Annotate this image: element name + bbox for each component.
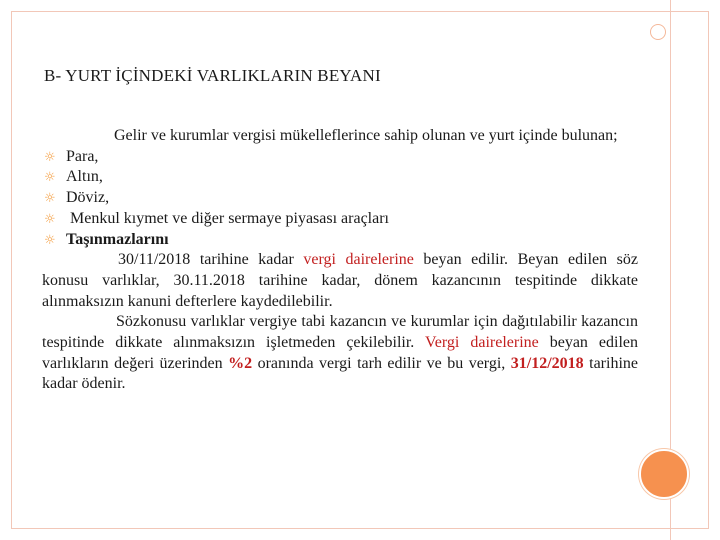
highlight-rate: %2 [228,354,253,372]
sun-bullet-icon: ☼ [44,232,56,248]
highlight-tax-office: vergi dairelerine [303,251,414,269]
sun-bullet-icon: ☼ [44,149,56,165]
slide-body [42,126,642,395]
declaration-paragraph [42,250,642,312]
list-item [42,188,638,209]
text-segment: beyan edilir. Beyan edilen söz konusu varlıklar, 30.11.2018 tarihine kadar, dönem kazancının tespitinde dikkate alınmaksızın kanuni defterlere kaydedilebilir. [42,251,642,310]
list-item [42,167,638,188]
list-item [42,230,638,251]
list-item-label: Para, [66,147,99,165]
list-item [42,147,638,168]
tax-paragraph [42,312,642,395]
text-segment: tarihine kadar ödenir. [42,354,642,393]
top-right-circle [650,24,666,40]
text-segment: beyan edilen varlıkların değeri üzerinden [42,334,642,372]
bottom-right-orange-circle [639,449,689,499]
intro-paragraph: Gelir ve kurumlar vergisi mükelleflerince sahip olunan ve yurt içinde bulunan; [114,127,618,144]
text-segment: 30/11/2018 tarihine kadar [118,251,304,269]
list-item [42,209,638,230]
sun-bullet-icon: ☼ [44,191,56,207]
list-item-label: Döviz, [66,189,110,207]
sun-bullet-icon: ☼ [44,170,56,186]
asset-list [42,147,638,251]
slide-title: B- YURT İÇİNDEKİ VARLIKLARIN BEYANI [44,66,381,85]
list-item-label: Menkul kıymet ve diğer sermaye piyasası araçları [66,209,389,227]
list-item-label: Taşınmazlarını [66,230,169,248]
highlight-tax-offices: Vergi dairelerine [424,334,539,352]
text-segment: Sözkonusu varlıklar vergiye tabi kazancın ve kurumlar için dağıtılabilir kazancın tespitinde dikkate alınmaksızın işletmeden çekilebilir. [42,313,642,352]
list-item-label: Altın, [66,168,103,186]
sun-bullet-icon: ☼ [44,211,56,227]
highlight-deadline: 31/12/2018 [510,354,584,372]
text-segment: oranında vergi tarh edilir ve bu vergi, [252,354,511,372]
